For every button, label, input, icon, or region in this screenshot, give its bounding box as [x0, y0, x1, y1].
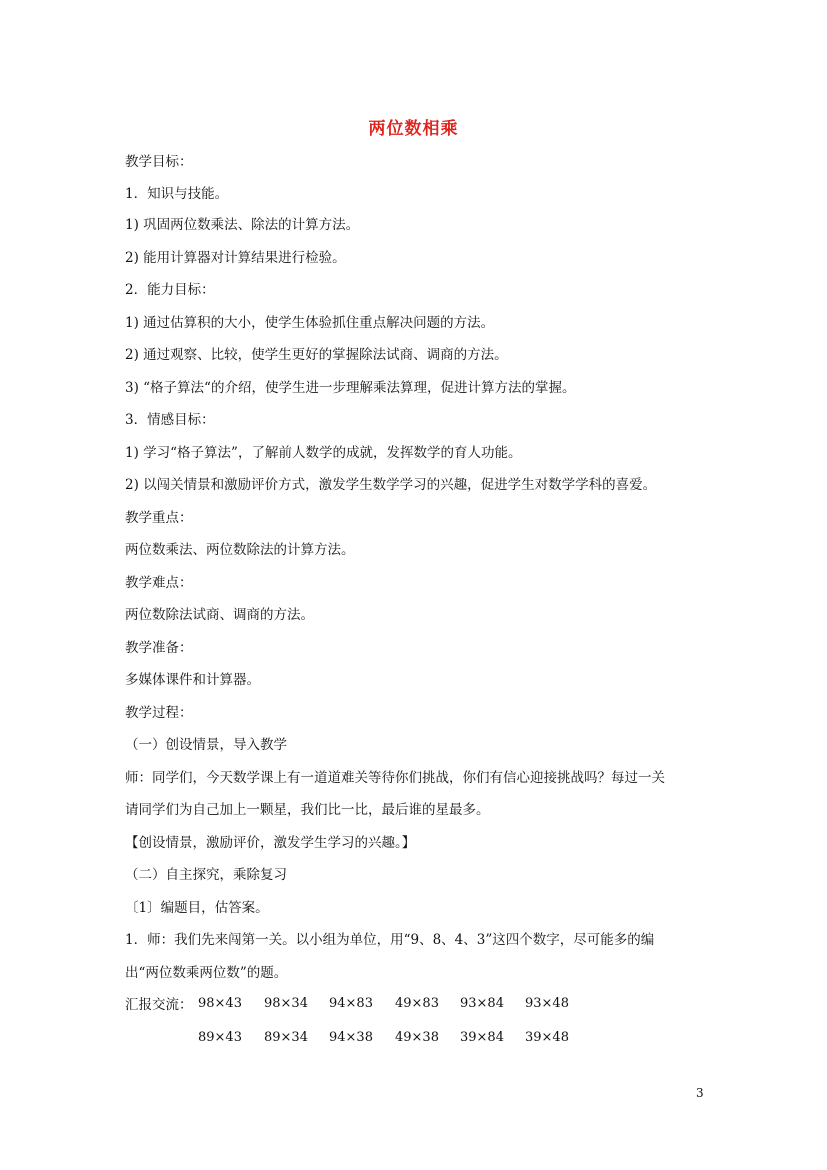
text-line: （一）创设情景，导入教学 — [125, 737, 287, 753]
calc-item: 49×38 — [395, 1030, 439, 1045]
calc-item: 89×43 — [198, 1030, 242, 1045]
calc-item: 49×83 — [395, 996, 439, 1011]
text-line: 师：同学们，今天数学课上有一道道难关等待你们挑战，你们有信心迎接挑战吗？每过一关 — [125, 770, 665, 786]
text-line: 2) 通过观察、比较，使学生更好的掌握除法试商、调商的方法。 — [125, 347, 508, 363]
calc-item: 39×48 — [525, 1030, 569, 1045]
page-title: 两位数相乘 — [368, 119, 459, 139]
text-line: 教学难点： — [125, 575, 193, 591]
text-line: 两位数乘法、两位数除法的计算方法。 — [125, 542, 355, 558]
text-line: 2) 以闯关情景和激励评价方式，激发学生数学学习的兴趣，促进学生对数学学科的喜爱。 — [125, 477, 657, 493]
text-line: 2) 能用计算器对计算结果进行检验。 — [125, 250, 346, 266]
report-label: 汇报交流： — [125, 997, 193, 1013]
text-line: 多媒体课件和计算器。 — [125, 672, 260, 688]
text-line: 请同学们为自己加上一颗星，我们比一比，最后谁的星最多。 — [125, 802, 490, 818]
text-line: 教学重点： — [125, 510, 193, 526]
text-line: 1) 学习“格子算法”，了解前人数学的成就，发挥数学的育人功能。 — [125, 445, 522, 461]
calc-item: 98×34 — [264, 996, 308, 1011]
text-line: 两位数除法试商、调商的方法。 — [125, 607, 314, 623]
text-line: 教学目标： — [125, 154, 193, 170]
text-line: 教学准备： — [125, 640, 193, 656]
text-line: 【创设情景，激励评价，激发学生学习的兴趣。】 — [125, 835, 416, 851]
text-line: 1) 巩固两位数乘法、除法的计算方法。 — [125, 217, 360, 233]
calc-item: 93×84 — [460, 996, 504, 1011]
calc-row-1 — [198, 996, 618, 1014]
text-line: 〔1〕编题目，估答案。 — [125, 900, 269, 916]
calc-row-2 — [198, 1030, 618, 1048]
calc-item: 94×38 — [329, 1030, 373, 1045]
text-line: 3) “格子算法“的介绍，使学生进一步理解乘法算理，促进计算方法的掌握。 — [125, 380, 576, 396]
calc-item: 94×83 — [329, 996, 373, 1011]
text-line: 2．能力目标： — [125, 282, 215, 298]
text-line: 1) 通过估算积的大小，使学生体验抓住重点解决问题的方法。 — [125, 315, 495, 331]
calc-item: 93×48 — [525, 996, 569, 1011]
calc-item: 89×34 — [264, 1030, 308, 1045]
page-number: 3 — [696, 1086, 704, 1100]
text-line: 3．情感目标： — [125, 412, 215, 428]
calc-item: 98×43 — [198, 996, 242, 1011]
text-line: 1．知识与技能。 — [125, 186, 229, 202]
text-line: 教学过程： — [125, 705, 193, 721]
text-line: 1．师：我们先来闯第一关。以小组为单位，用“9、8、4、3”这四个数字，尽可能多的编 — [125, 932, 655, 948]
calc-item: 39×84 — [460, 1030, 504, 1045]
text-line: （二）自主探究，乘除复习 — [125, 867, 287, 883]
text-line: 出“两位数乘两位数”的题。 — [125, 965, 288, 981]
